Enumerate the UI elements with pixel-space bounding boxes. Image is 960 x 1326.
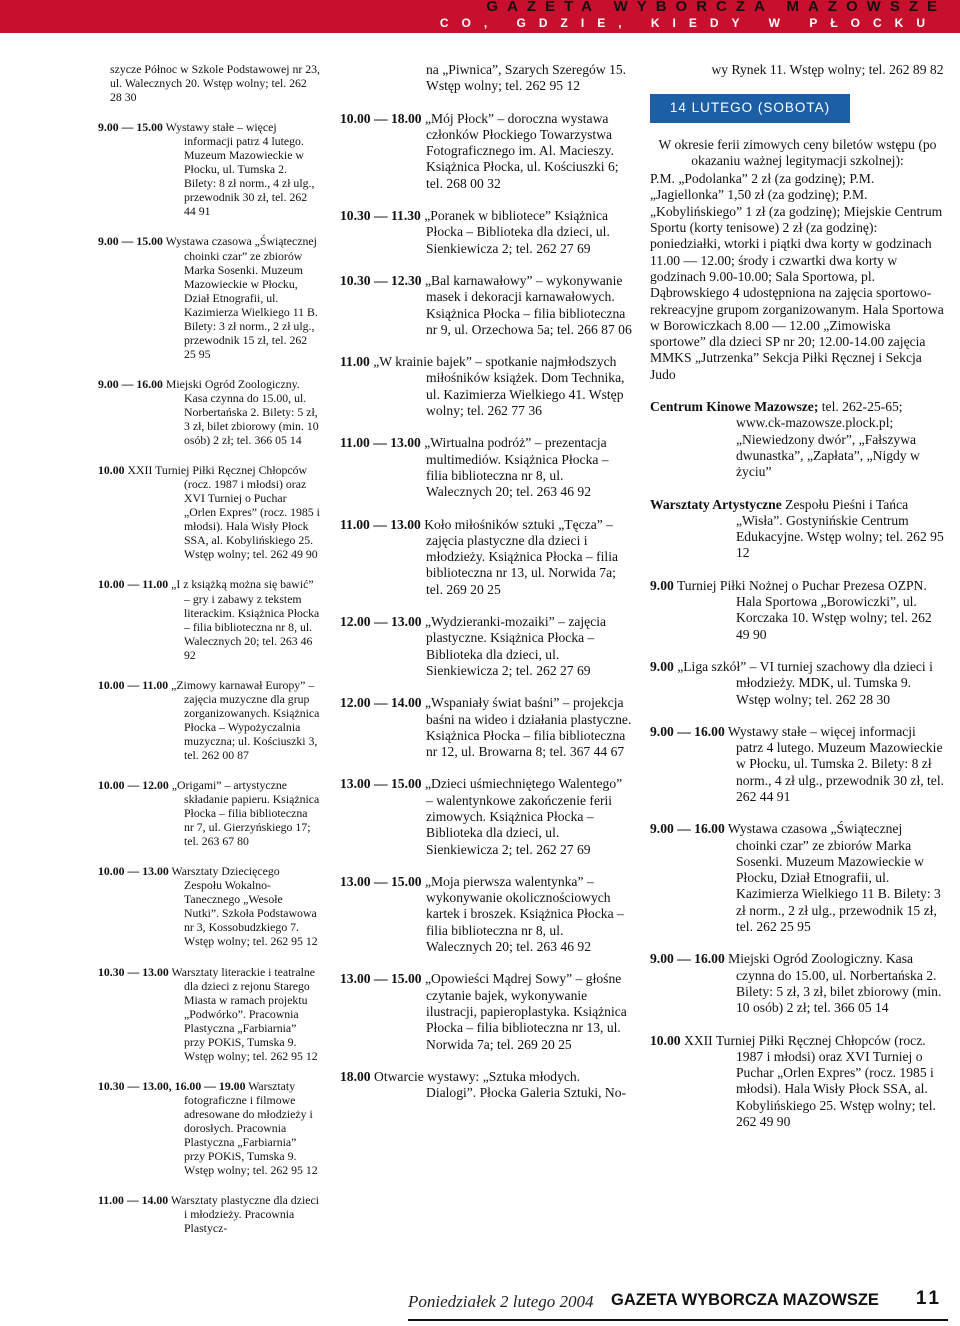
- banner-title: GAZETA WYBORCZA MAZOWSZE: [486, 0, 946, 15]
- event-time: 9.00: [650, 658, 674, 674]
- page-footer: [408, 1286, 948, 1316]
- page-banner: [0, 0, 960, 33]
- event-time: 12.00 — 14.00: [340, 695, 422, 711]
- event-description: „Wydzieranki-mozaiki” – zajęcia plastyczne. Książnica Płocka – Biblioteka dla dzieci, ul. Sienkiewicza 2; tel. 262 27 69: [424, 614, 607, 678]
- column-2: [340, 62, 632, 1117]
- event-entry: [340, 354, 632, 419]
- event-time: 9.00 — 16.00: [98, 376, 163, 391]
- event-entry: [650, 1033, 945, 1131]
- event-entry: [340, 111, 632, 192]
- event-description: „Moja pierwsza walentynka” – wykonywanie okolicznościowych kartek i broszek. Książnica Płocka – filia biblioteczna nr 8, ul. Walecznych 20; tel. 263 46 92: [424, 873, 624, 955]
- masthead: GAZETA WYBORCZA MAZOWSZE: [611, 1291, 879, 1309]
- event-description: Wystawa czasowa „Świątecznej choinki czar” ze zbiorów Marka Sosenki. Muzeum Mazowieckie w Płocku, Dział Etnografii, ul. Kazimierza Wielkiego 11 B. Bilety: 3 zł norm., 2 zł ulg., przewodnik 15 zł, tel. 262 25 95: [165, 234, 318, 361]
- event-description: Miejski Ogród Zoologiczny. Kasa czynna do 15.00, ul. Norbertańska 2. Bilety: 5 zł, 3 zł, bilet zbiorowy (min. 10 osób) 2 zł; tel. 366 05 14: [165, 376, 319, 448]
- event-entry: [98, 678, 320, 762]
- event-description: „Bal karnawałowy” – wykonywanie masek i dekoracji karnawałowych. Książnica Płocka – filia biblioteczna nr 9, ul. Orzechowa 5a; tel. 266 87 06: [424, 272, 632, 337]
- event-description: „Origami” – artystyczne składanie papieru. Książnica Płocka – filia biblioteczna nr 7, ul. Gierzyńskiego 17; tel. 263 67 80: [171, 778, 320, 849]
- event-entry: [650, 399, 945, 480]
- event-entry: [340, 614, 632, 679]
- event-description: Koło miłośników sztuki „Tęcza” – zajęcia plastyczne dla dzieci i młodzieży. Książnica Płocka – filia biblioteczna nr 13, ul. Norwida 7a; tel. 269 20 25: [424, 516, 619, 597]
- event-entry: [98, 234, 320, 360]
- date-header: 14 LUTEGO (SOBOTA): [650, 94, 850, 122]
- continued-text: wy Rynek 11. Wstęp wolny; tel. 262 89 82: [711, 62, 944, 77]
- event-description: „Wirtualna podróż” – prezentacja multimediów. Książnica Płocka – filia biblioteczna nr 8, ul. Walecznych 20; tel. 263 46 92: [424, 435, 609, 500]
- banner-subtitle: CO, GDZIE, KIEDY W PŁOCKU: [439, 16, 938, 30]
- event-time: Centrum Kinowe Mazowsze;: [650, 399, 819, 415]
- continued-text: szycze Północ w Szkole Podstawowej nr 23, ul. Walecznych 20. Wstęp wolny; tel. 262 28 30: [110, 62, 321, 105]
- event-entry: [340, 273, 632, 338]
- event-description: Miejski Ogród Zoologiczny. Kasa czynna do 15.00, ul. Norbertańska 2. Bilety: 5 zł, 3 zł, bilet zbiorowy (min. 10 osób) 2 zł; tel. 366 05 14: [728, 951, 942, 1016]
- event-entry: [650, 578, 945, 643]
- event-description: „Wspaniały świat baśni” – projekcja baśni na wideo i działania plastyczne. Książnica Płocka – filia biblioteczna nr 12, ul. Browarna 8; tel. 367 44 67: [424, 695, 632, 760]
- event-time: 9.00 — 16.00: [650, 951, 725, 967]
- event-description: XXII Turniej Piłki Ręcznej Chłopców (rocz. 1987 i młodsi) oraz XVI Turniej o Puchar „Orlen Expres” (rocz. 1985 i młodsi). Hala Wisły Płock SSA, al. Kobylińskiego 25. Wstęp wolny; tel. 262 49 90: [684, 1032, 936, 1130]
- event-description: Warsztaty fotograficzne i filmowe adresowane do młodzieży i dorosłych. Pracownia Plastyczna „Farbiarnia” przy POKiS, Tumska 9. Wstęp wolny; tel. 262 95 12: [184, 1078, 318, 1178]
- footer-rule: [408, 1319, 948, 1321]
- event-list: [98, 120, 320, 1235]
- event-time: 11.00 — 13.00: [340, 435, 421, 451]
- event-description: „W krainie bajek” – spotkanie najmłodszych miłośników książek. Dom Technika, ul. Kazimierza Wielkiego 41. Wstęp wolny; tel. 262 77 36: [373, 354, 625, 419]
- event-entry: [98, 1079, 320, 1177]
- event-time: 10.00 — 18.00: [340, 110, 422, 126]
- event-description: Warsztaty literackie i teatralne dla dzieci z rejonu Starego Miasta w ramach projektu „Podwórko”. Pracownia Plastyczna „Farbiarnia” przy POKiS, Tumska 9. Wstęp wolny; tel. 262 95 12: [171, 964, 318, 1063]
- event-entry: [340, 517, 632, 598]
- event-time: 9.00 — 16.00: [650, 821, 725, 837]
- event-description: „Mój Płock” – doroczna wystawa członków Płockiego Towarzystwa Fotograficznego im. Al. Macieszy. Książnica Płocka, ul. Kościuszki 6; tel. 268 00 32: [424, 110, 619, 191]
- issue-date: Poniedziałek 2 lutego 2004: [408, 1292, 594, 1311]
- event-entry: [650, 724, 945, 805]
- event-entry: [98, 377, 320, 447]
- event-description: „Liga szkół” – VI turniej szachowy dla dzieci i młodzieży. MDK, ul. Tumska 9. Wstęp wolny; tel. 262 28 30: [677, 658, 933, 707]
- event-description: tel. 262-25-65; www.ck-mazowsze.plock.pl; „Niewiedzony dwór”, „Fałszywa dwunastka”, „Zapłata”, „Nigdy w życiu”: [736, 399, 920, 480]
- event-time: 10.00: [98, 463, 125, 478]
- event-entry: [98, 120, 320, 218]
- event-entry: [340, 695, 632, 760]
- event-entry: [98, 463, 320, 561]
- event-entry: [340, 208, 632, 257]
- event-entry: [340, 1069, 632, 1102]
- event-time: 11.00: [340, 354, 370, 370]
- column-1: [98, 62, 320, 1251]
- event-list: [650, 399, 945, 1130]
- event-time: 10.00 — 12.00: [98, 778, 169, 793]
- event-description: „Dzieci uśmiechniętego Walentego” – walentynkowe zakończenie ferii zimowych. Książnica Płocka – Biblioteka dla dzieci, ul. Sienkiewicza 2; tel. 262 27 69: [424, 776, 623, 857]
- event-entry: [98, 577, 320, 661]
- event-entry: [340, 874, 632, 955]
- event-list: [340, 111, 632, 1102]
- event-time: 10.00 — 11.00: [98, 577, 169, 592]
- event-description: Zespołu Pieśni i Tańca „Wisła”. Gostynińskie Centrum Edukacyjne. Wstęp wolny; tel. 262 95 12: [736, 496, 944, 561]
- event-entry: [98, 1193, 320, 1235]
- event-description: Wystawy stałe – więcej informacji patrz 4 lutego. Muzeum Mazowieckie w Płocku, ul. Tumska 2. Bilety: 8 zł norm., 4 zł ulg., przewodnik 30 zł, tel. 262 44 91: [727, 723, 945, 804]
- event-description: „Zimowy karnawał Europy” – zajęcia muzyczne dla grup zorganizowanych. Książnica Płocka – Wypożyczalnia muzyczna; ul. Kościuszki 3, tel. 262 00 87: [171, 677, 320, 762]
- event-time: 10.30 — 13.00, 16.00 — 19.00: [98, 1078, 246, 1093]
- event-entry: [650, 659, 945, 708]
- event-time: 13.00 — 15.00: [340, 971, 422, 987]
- event-time: 13.00 — 15.00: [340, 776, 422, 792]
- event-description: „I z książką można się bawić” – gry i zabawy z tekstem literackim. Książnica Płocka – filia biblioteczna nr 8, ul. Walecznych 20; tel. 263 46 92: [171, 577, 320, 662]
- intro-text: W okresie ferii zimowych ceny biletów wstępu (po okazaniu ważnej legitymacji szkolnej):: [658, 136, 937, 168]
- event-entry: [650, 951, 945, 1016]
- event-description: XXII Turniej Piłki Ręcznej Chłopców (rocz. 1987 i młodsi) oraz XVI Turniej o Puchar „Orlen Expres” (rocz. 1985 i młodsi). Hala Wisły Płock SSA, al. Kobylińskiego 25. Wstęp wolny; tel. 262 49 90: [127, 463, 320, 562]
- event-time: 9.00 — 15.00: [98, 234, 163, 249]
- event-entry: [98, 778, 320, 848]
- event-entry: [650, 821, 945, 935]
- event-description: Wystawa czasowa „Świątecznej choinki czar” ze zbiorów Marka Sosenki. Muzeum Mazowieckie w Płocku, Dział Etnografii, ul. Kazimierza Wielkiego 11 B. Bilety: 3 zł norm., 2 zł ulg., przewodnik 15 zł, tel. 262 25 95: [727, 821, 941, 935]
- event-description: „Poranek w bibliotece” Książnica Płocka – Biblioteka dla dzieci, ul. Sienkiewicza 2; tel. 262 27 69: [424, 208, 610, 256]
- event-time: 13.00 — 15.00: [340, 873, 422, 889]
- event-time: 9.00: [650, 577, 674, 593]
- event-description: „Opowieści Mądrej Sowy” – głośne czytanie bajek, wykonywanie ilustracji, papieroplastyka. Książnica Płocka – filia biblioteczna nr 13, ul. Norwida 7a; tel. 269 20 25: [424, 971, 627, 1052]
- prices-text: P.M. „Podolanka” 2 zł (za godzinę); P.M. „Jagiellonka” 1,50 zł (za godzinę); P.M. „Kobylińskiego” 1 zł (za godzinę); Miejskie Centrum Sportu (korty tenisowe) 2 zł (za godzinę): poniedziałki, wtorki i piątki dwa korty w godzinach 11.00 — 12.00; środy i czwartki dwa korty w godzinach 9.00-10.00; Sala Sportowa, pl. Dąbrowskiego 4 udostępniona na zajęcia sportowo-rekreacyjne grupom zorganizowanym. Hala Sportowa w Borowiczkach 8.00 — 12.00 „Zimowiska sportowe” dla dzieci SP nr 20; 12.00-14.00 zajęcia MMKS „Jutrzenka” Sekcja Piłki Ręcznej i Sekcja Judo: [650, 171, 944, 382]
- event-description: Turniej Piłki Nożnej o Puchar Prezesa OZPN. Hala Sportowa „Borowiczki”, ul. Korczaka 10. Wstęp wolny; tel. 262 49 90: [676, 577, 932, 642]
- event-time: 12.00 — 13.00: [340, 614, 422, 630]
- event-description: Warsztaty plastyczne dla dzieci i młodzieży. Pracownia Plastycz-: [170, 1193, 319, 1236]
- event-time: 9.00 — 16.00: [650, 723, 725, 739]
- page-number: 11: [915, 1288, 942, 1309]
- event-entry: [98, 864, 320, 948]
- event-entry: [650, 497, 945, 562]
- continued-text: na „Piwnica”, Szarych Szeregów 15. Wstęp wolny; tel. 262 95 12: [426, 62, 627, 94]
- event-time: 10.30 — 12.30: [340, 272, 422, 288]
- event-time: 11.00 — 14.00: [98, 1193, 169, 1208]
- event-entry: [340, 435, 632, 500]
- event-time: 10.30 — 11.30: [340, 208, 421, 224]
- event-entry: [340, 776, 632, 857]
- event-time: 9.00 — 15.00: [98, 120, 163, 135]
- event-entry: [340, 971, 632, 1052]
- event-time: 18.00: [340, 1068, 371, 1084]
- event-time: 10.00 — 13.00: [98, 864, 169, 879]
- event-time: 10.00 — 11.00: [98, 677, 169, 692]
- event-time: 10.00: [650, 1032, 681, 1048]
- event-description: Warsztaty Dziecięcego Zespołu Wokalno-Tanecznego „Wesołe Nutki”. Szkoła Podstawowa nr 3, Kossobudzkiego 7. Wstęp wolny; tel. 262 95 12: [171, 864, 318, 949]
- event-entry: [98, 965, 320, 1063]
- event-time: 11.00 — 13.00: [340, 516, 421, 532]
- event-time: 10.30 — 13.00: [98, 964, 169, 979]
- event-description: Wystawy stałe – więcej informacji patrz 4 lutego. Muzeum Mazowieckie w Płocku, ul. Tumska 2. Bilety: 8 zł norm., 4 zł ulg., przewodnik 30 zł, tel. 262 44 91: [165, 120, 315, 219]
- column-3: [650, 62, 945, 1146]
- event-time: Warsztaty Artystyczne: [650, 496, 782, 512]
- event-description: Otwarcie wystawy: „Sztuka młodych. Dialogi”. Płocka Galeria Sztuki, No-: [374, 1068, 627, 1101]
